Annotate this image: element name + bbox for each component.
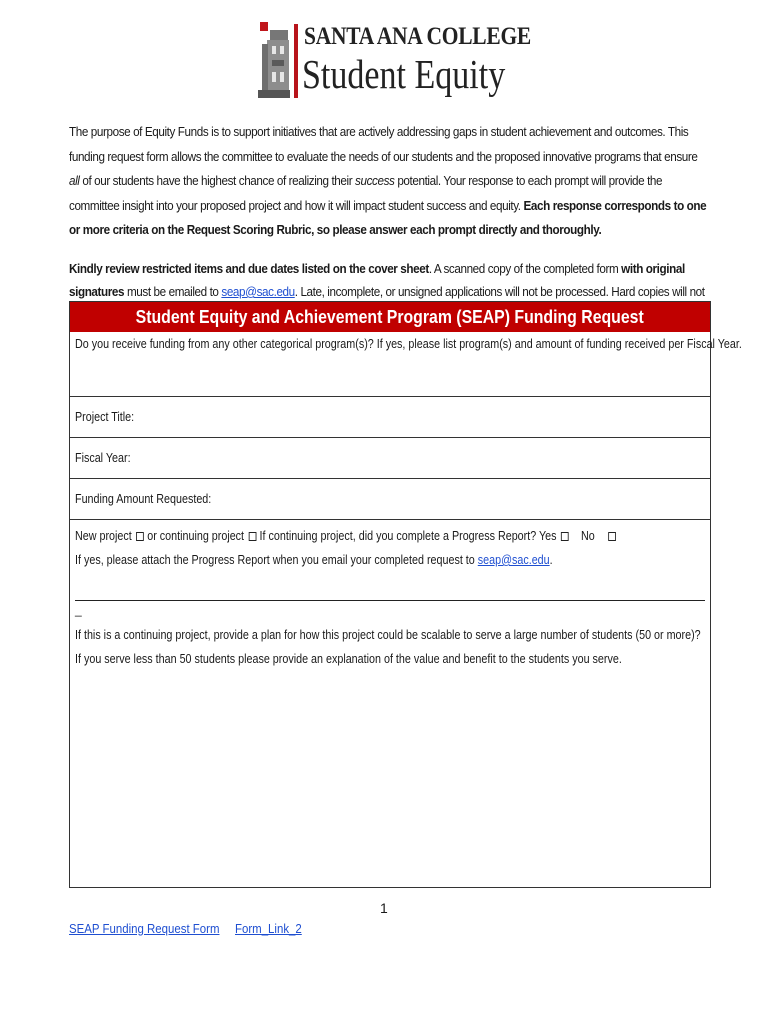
emphasis-success: success	[355, 173, 395, 189]
categorical-funding-field[interactable]	[70, 332, 742, 396]
logo-subtitle: Student Equity	[302, 51, 506, 97]
rubric-instruction: Each response corresponds to one or more criteria on the Request Scoring Rubric, so please answer each prompt directly and thoroughly.	[69, 197, 707, 238]
project-status-section: New project or continuing project If continuing project, did you complete a Progress Report? Yes No If yes, please attach the Progress Report when you email your completed request to seap@sac.edu. _ If this is a continuing project, provide a plan for how this project could be scalable to serve a large number of students (50 or more)? If you serve less than 50 students please provide an explanation of the value and benefit to the students you serve.	[70, 519, 710, 671]
project-title-label: Project Title:	[75, 410, 135, 424]
progress-report-question: If continuing project, did you complete a Progress Report? Yes	[259, 529, 557, 543]
attach-instructions: If yes, please attach the Progress Report when you email your completed request to	[75, 553, 475, 567]
funding-amount-label: Funding Amount Requested:	[75, 492, 212, 506]
bell-tower-icon	[258, 22, 290, 98]
answer-line-dash: _	[75, 603, 82, 618]
intro-paragraph: The purpose of Equity Funds is to support initiatives that are actively addressing gaps in student achievement and outcomes. This funding request form allows the committee to evaluate the needs of our students and the proposed innovative programs that ensure all of our students have the highest chance of realizing their success potential. Your response to each prompt will provide the committee insight into your proposed project and how it will impact student success and equity. Each response corresponds to one or more criteria on the Request Scoring Rubric, so please answer each prompt directly and thoroughly.	[69, 124, 707, 238]
submission-instructions: Kindly review restricted items and due dates listed on the cover sheet. A scanned copy of the completed form with original signatures must be emailed to seap@sac.edu. Late, incomplete, or unsigned applications will not be processed. Hard copies will not	[69, 261, 705, 299]
emphasis-all: all	[69, 173, 80, 189]
form-link-2[interactable]: Form_Link_2	[235, 921, 302, 936]
new-project-label: New project	[75, 529, 132, 543]
logo-divider	[294, 24, 298, 98]
college-name: SANTA ANA COLLEGE	[304, 23, 532, 50]
seap-email-link[interactable]: seap@sac.edu	[221, 284, 295, 299]
college-logo	[258, 20, 532, 104]
funding-request-form	[69, 301, 742, 888]
attach-email-link[interactable]: seap@sac.edu	[477, 553, 550, 567]
continuing-project-label: or continuing project	[147, 529, 245, 543]
seap-form-link[interactable]: SEAP Funding Request Form	[69, 921, 220, 936]
funding-amount-field[interactable]	[70, 478, 710, 519]
page-number: 1	[380, 900, 388, 916]
project-title-field[interactable]	[70, 396, 710, 437]
categorical-funding-question: Do you receive funding from any other categorical program(s)? If yes, please list program(s) and amount of funding received per Fiscal Year.	[75, 337, 742, 351]
fiscal-year-field[interactable]	[70, 437, 710, 478]
footer-links	[69, 921, 314, 936]
scalable-plan-question: If this is a continuing project, provide a plan for how this project could be scalable to serve a large number of students (50 or more)? If you serve less than 50 students please provide an explanation of the value and benefit to the students you serve.	[75, 628, 701, 667]
continuing-project-checkbox[interactable]	[248, 532, 256, 541]
progress-no-checkbox[interactable]	[608, 532, 616, 541]
progress-yes-checkbox[interactable]	[561, 532, 569, 541]
fiscal-year-label: Fiscal Year:	[75, 451, 131, 465]
form-header: Student Equity and Achievement Program (SEAP) Funding Request	[70, 302, 710, 332]
new-project-checkbox[interactable]	[136, 532, 144, 541]
progress-no-label: No	[580, 529, 595, 543]
